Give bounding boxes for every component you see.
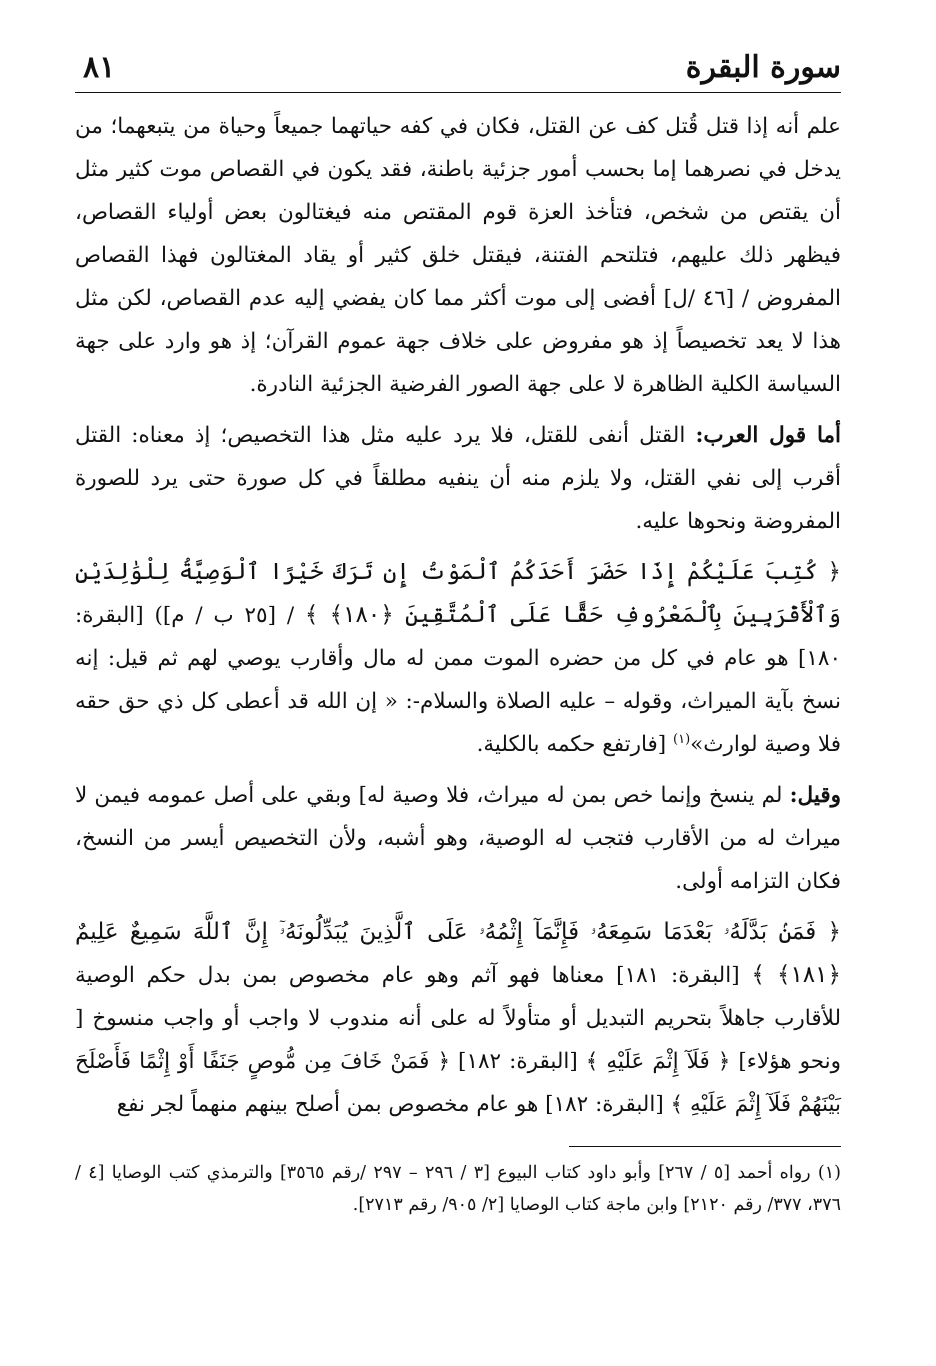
page-number: ٨١ <box>83 50 116 85</box>
footnote: (١) رواه أحمد [٥ / ٢٦٧] وأبو داود كتاب البيوع [٣ / ٢٩٦ – ٢٩٧ /رقم ٣٥٦٥] والترمذي كتب الوصايا [٤ / ٣٧٦، ٣٧٧/ رقم ٢١٢٠] وابن ماجة كتاب الوصايا [٢/ ٩٠٥/ رقم ٢٧١٣]. <box>75 1163 841 1215</box>
footnote-ref[interactable]: (١) <box>673 731 691 747</box>
paragraph-text: القتل أنفى للقتل، فلا يرد عليه مثل هذا التخصيص؛ إذ معناه: القتل أقرب إلى نفي القتل، ولا يلزم منه أن ينفيه مطلقاً في كل صورة حتى يرد للصورة المفروضة ونحوها عليه. <box>75 423 841 534</box>
page <box>75 38 841 1346</box>
paragraph-1 <box>75 105 841 406</box>
paragraph-5 <box>75 911 841 1126</box>
page-header <box>75 38 841 93</box>
paragraph-text: علم أنه إذا قتل قُتل كف عن القتل، فكان في كفه حياتهما جميعاً وحياة من يتبعهما؛ من يدخل في نصرهما إما بحسب أمور جزئية باطنة، فقد يكون في القصاص موت كثير مثل أن يقتص من شخص، فتأخذ العزة قوم المقتص منه فيغتالون بعض أولياء القصاص، فيظهر ذلك عليهم، فتلتحم الفتنة، فيقتل خلق كثير أو يقاد المغتالون فهذا القصاص المفروض / [٤٦ /ل] أفضى إلى موت أكثر مما كان يفضي إليه عدم القصاص، لكن مثل هذا لا يعد تخصيصاً إذ هو مفروض على خلاف جهة عموم القرآن؛ إذ هو وارد على جهة السياسة الكلية الظاهرة لا على جهة الصور الفرضية الجزئية النادرة. <box>75 114 841 397</box>
paragraph-lead: أما قول العرب: <box>695 423 841 448</box>
paragraph-text: لم ينسخ وإنما خص بمن له ميراث، فلا وصية له] وبقي على أصل عمومه فيمن لا ميراث له من الأقارب فتجب له الوصية، وهو أشبه، ولأن التخصيص أيسر من النسخ، فكان التزامه أولى. <box>75 783 841 894</box>
quran-verse: ﴿ كُتِبَ عَلَيْكُمْ إِذَا حَضَرَ أَحَدَكُمُ ٱلْمَوْتُ إِن تَرَكَ خَيْرًا ٱلْوَصِيَّةُ لِلْوَٰلِدَيْنِ وَٱلْأَقْرَبِينَ بِٱلْمَعْرُوفِ حَقًّا عَلَى ٱلْمُتَّقِينَ ﴿١٨٠﴾ ﴾ <box>75 559 841 628</box>
footnote-divider <box>569 1146 841 1147</box>
body-text <box>75 105 841 1126</box>
paragraph-text: / [٢٥ ب / م]) [البقرة: ١٨٠] هو عام في كل من حضره الموت ممن له مال وأقارب يوصي لهم ثم قيل: إنه نسخ بآية الميراث، وقوله – عليه الصلاة والسلام-: « إن الله قد أعطى كل ذي حق حقه فلا وصية لوارث» <box>75 603 841 757</box>
quran-verse: ﴿ فَمَنۢ بَدَّلَهُۥ بَعْدَمَا سَمِعَهُۥ فَإِنَّمَآ إِثْمُهُۥ عَلَى ٱلَّذِينَ يُبَدِّلُونَهُۥٓ إِنَّ ٱللَّهَ سَمِيعٌ عَلِيمٌ ﴿١٨١﴾ ﴾ <box>75 919 841 988</box>
paragraph-4 <box>75 774 841 903</box>
paragraph-2 <box>75 414 841 543</box>
paragraph-3 <box>75 551 841 766</box>
paragraph-text-after: [فارتفع حكمه بالكلية. <box>476 732 674 757</box>
paragraph-text: [البقرة: ١٨١] معناها فهو آثم وهو عام مخصوص بمن بدل حكم الوصية للأقارب جاهلاً بتحريم التبديل أو متأولاً له على أنه مندوب لا واجب أو واجب منسوخ [ ونحو هؤلاء] ﴿ فَلَآ إِثْمَ عَلَيْهِ ﴾ [البقرة: ١٨٢] ﴿ فَمَنْ خَافَ مِن مُّوصٍ جَنَفًا أَوْ إِثْمًا فَأَصْلَحَ بَيْنَهُمْ فَلَآ إِثْمَ عَلَيْهِ ﴾ [البقرة: ١٨٢] هو عام مخصوص بمن أصلح بينهم منهماً لجر نفع <box>75 963 841 1117</box>
surah-title: سورة البقرة <box>685 50 841 85</box>
paragraph-lead: وقيل: <box>789 783 841 808</box>
